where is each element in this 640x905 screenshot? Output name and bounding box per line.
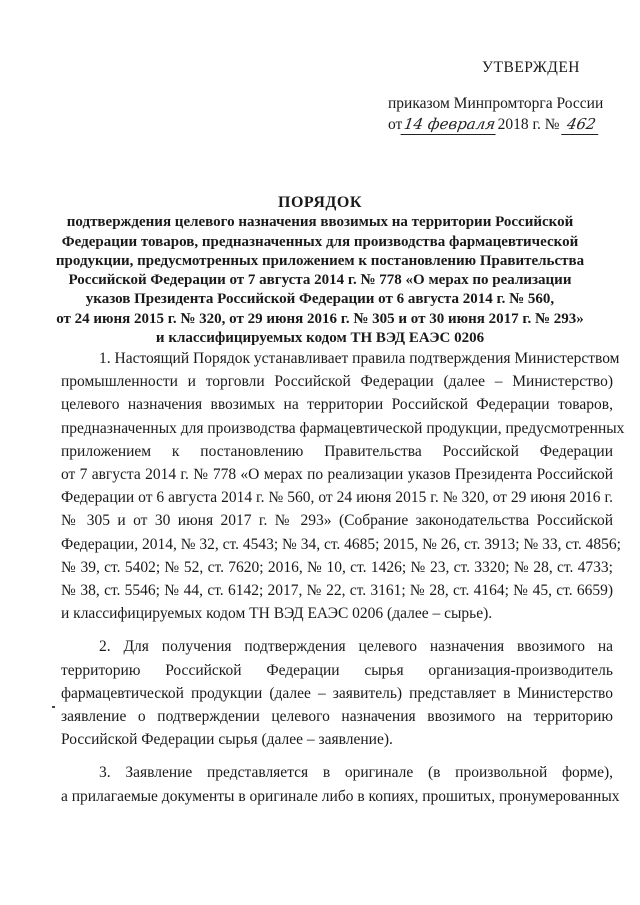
approval-date-line [388, 114, 618, 135]
paragraph-line: и классифицируемых кодом ТН ВЭД ЕАЭС 0206 (далее – сырье). [61, 605, 493, 623]
handwritten-date: 14 февраля [401, 114, 499, 135]
paragraph-3 [61, 761, 620, 807]
paragraph-2 [61, 635, 613, 751]
title-line: от 24 июня 2015 г. № 320, от 29 июня 2016 г. № 305 и от 30 июня 2017 г. № 293» [56, 310, 584, 327]
paragraph-line: № 38, ст. 5546; № 44, ст. 6142; 2017, № 22, ст. 3161; № 28, ст. 4164; № 45, ст. 6659) [61, 582, 613, 600]
paragraph-line: № 39, ст. 5402; № 52, ст. 7620; 2016, № 10, ст. 1426; № 23, ст. 3320; № 28, ст. 4733; [61, 558, 613, 576]
title-line: и классифицируемых кодом ТН ВЭД ЕАЭС 0206 [155, 330, 485, 347]
year-and-number-label: 2018 г. № [497, 116, 560, 133]
document-body [61, 347, 625, 818]
paragraph-1 [61, 347, 625, 625]
document-title-block [40, 193, 600, 348]
handwritten-order-number: 462 [562, 114, 602, 135]
paragraph-line: предназначенных для производства фармацевтической продукции, предусмотренных [61, 419, 625, 437]
title-line: Федерации товаров, предназначенных для производства фармацевтической [61, 233, 579, 250]
approval-order-line: приказом Минпромторга России [388, 95, 604, 112]
paragraph-line: промышленности и торговли Российской Федерации (далее – Министерство) [61, 373, 613, 391]
paragraph-line: 3. Заявление представляется в оригинале (в произвольной форме), [99, 764, 613, 782]
paragraph-line: 1. Настоящий Порядок устанавливает правила подтверждения Министерством [99, 350, 620, 367]
paragraph-line: целевого назначения ввозимых на территории Российской Федерации товаров, [61, 396, 613, 414]
paragraph-line: фармацевтической продукции (далее – заявитель) представляет в Министерство [61, 684, 613, 702]
approval-heading: УТВЕРЖДЕН [482, 59, 580, 76]
paragraph-line: № 305 и от 30 июня 2017 г. № 293» (Собрание законодательства Российской [61, 512, 613, 530]
paragraph-line: приложением к постановлению Правительства Российской Федерации [61, 442, 613, 460]
date-prefix: от [388, 116, 403, 133]
document-title: ПОРЯДОК [278, 194, 362, 211]
paragraph-line: заявление о подтверждении целевого назначения ввозимого на территорию [61, 708, 613, 726]
paragraph-line: Федерации, 2014, № 32, ст. 4543; № 34, ст. 4685; 2015, № 26, ст. 3913; № 33, ст. 4856; [61, 535, 621, 553]
paragraph-line: а прилагаемые документы в оригинале либо в копиях, прошитых, пронумерованных [61, 787, 620, 805]
paragraph-line: от 7 августа 2014 г. № 778 «О мерах по реализации указов Президента Российской [61, 466, 613, 484]
paragraph-line: территорию Российской Федерации сырья организация-производитель [61, 661, 613, 679]
title-line: продукции, предусмотренных приложением к постановлению Правительства [55, 252, 585, 269]
approval-block [388, 58, 618, 135]
title-line: указов Президента Российской Федерации от 6 августа 2014 г. № 560, [85, 291, 555, 308]
scan-speck [52, 706, 55, 708]
paragraph-line: Российской Федерации сырья (далее – заявление). [61, 731, 393, 749]
title-line: подтверждения целевого назначения ввозимых на территории Российской [66, 214, 574, 231]
paragraph-line: Федерации от 6 августа 2014 г. № 560, от 24 июня 2015 г. № 320, от 29 июня 2016 г. [61, 489, 613, 507]
paragraph-line: 2. Для получения подтверждения целевого назначения ввозимого на [99, 638, 613, 656]
title-line: Российской Федерации от 7 августа 2014 г. № 778 «О мерах по реализации [68, 272, 572, 289]
